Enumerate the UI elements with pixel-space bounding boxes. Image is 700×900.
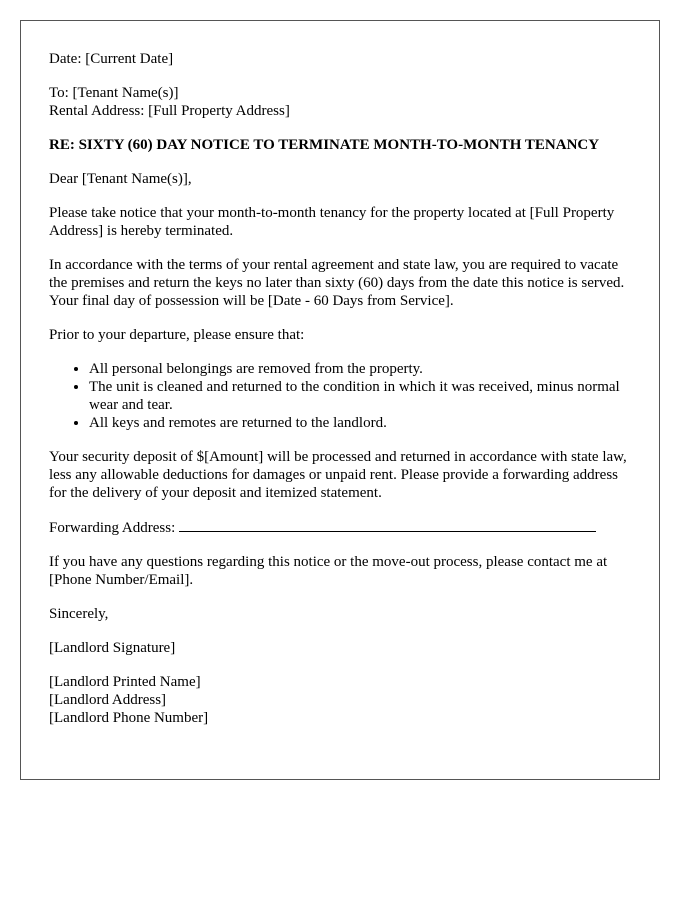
forwarding-address-blank: [179, 518, 596, 532]
landlord-phone: [Landlord Phone Number]: [49, 710, 209, 726]
checklist-item: • The unit is cleaned and returned to the condition in which it was received, minus normal wear and tear.: [89, 378, 634, 414]
closing: Sincerely,: [49, 606, 109, 622]
recipient-block: [49, 84, 634, 120]
paragraph-vacate: In accordance with the terms of your rental agreement and state law, you are required to vacate the premises and return the keys no later than sixty (60) days from the date this notice is served. Your final day of possession will be [Date - 60 Days from Service].: [49, 257, 625, 309]
paragraph-departure-intro: Prior to your departure, please ensure that:: [49, 327, 305, 343]
paragraph-questions: If you have any questions regarding this notice or the move-out process, please contact me at [Phone Number/Email].: [49, 554, 608, 588]
forwarding-address-label: Forwarding Address:: [49, 520, 176, 536]
paragraph-deposit: Your security deposit of $[Amount] will be processed and returned in accordance with state law, less any allowable deductions for damages or unpaid rent. Please provide a forwarding address for the delivery of your deposit and itemized statement.: [49, 449, 627, 501]
landlord-address: [Landlord Address]: [49, 692, 167, 708]
landlord-printed-name: [Landlord Printed Name]: [49, 674, 201, 690]
checklist-item: • All personal belongings are removed from the property.: [89, 360, 634, 378]
salutation: Dear [Tenant Name(s)],: [49, 171, 192, 187]
subject-line: RE: SIXTY (60) DAY NOTICE TO TERMINATE MONTH-TO-MONTH TENANCY: [49, 137, 600, 153]
checklist-item: • All keys and remotes are returned to the landlord.: [89, 414, 634, 432]
paragraph-termination: Please take notice that your month-to-month tenancy for the property located at [Full Property Address] is hereby terminated.: [49, 205, 615, 239]
recipient-line: To: [Tenant Name(s)]: [49, 85, 179, 101]
landlord-info-block: [49, 673, 634, 727]
departure-checklist: [49, 360, 634, 432]
letter-body: [49, 50, 634, 743]
letter-page: [20, 20, 660, 780]
rental-address-line: Rental Address: [Full Property Address]: [49, 103, 290, 119]
forwarding-address-row: [49, 518, 634, 537]
date-line: Date: [Current Date]: [49, 51, 174, 67]
signature-placeholder: [Landlord Signature]: [49, 640, 176, 656]
